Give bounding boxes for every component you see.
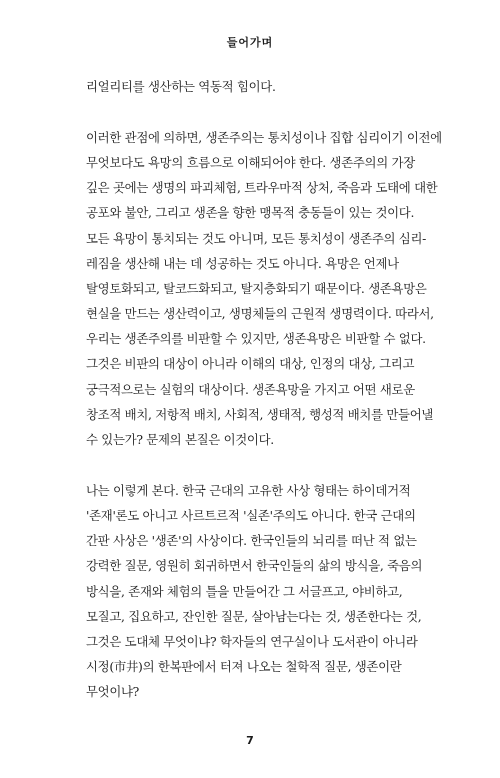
page-number: 7 (246, 734, 254, 747)
text-line: 모질고, 집요하고, 잔인한 질문, 살아남는다는 것, 생존한다는 것, (86, 608, 422, 624)
text-line: 수 있는가? 문제의 본질은 이것이다. (86, 432, 274, 448)
text-line: 레짐을 생산해 내는 데 성공하는 것도 아니다. 욕망은 언제나 (86, 255, 399, 271)
text-line: 창조적 배치, 저항적 배치, 사회적, 생태적, 행성적 배치를 만들어낼 (86, 406, 434, 422)
text-line: 궁극적으로는 실험의 대상이다. 생존욕망을 가지고 어떤 새로운 (86, 381, 415, 397)
text-line: 무엇이냐? (86, 684, 140, 700)
text-line: 강력한 질문, 영원히 회귀하면서 한국인들의 삶의 방식을, 죽음의 (86, 558, 423, 574)
body-text (86, 74, 442, 705)
paragraph-2 (86, 125, 442, 452)
text-line: 시정(市井)의 한복판에서 터져 나오는 철학적 질문, 생존이란 (86, 659, 402, 675)
text-line: 현실을 만드는 생산력이고, 생명체들의 근원적 생명력이다. 따라서, (86, 306, 434, 322)
text-line: 그것은 도대체 무엇이냐? 학자들의 연구실이나 도서관이 아니라 (86, 633, 418, 649)
text-line: 공포와 불안, 그리고 생존을 향한 맹목적 충동들이 있는 것이다. (86, 205, 415, 221)
paragraph-3 (86, 478, 426, 705)
paragraph-1 (86, 74, 426, 99)
text-line: 깊은 곳에는 생명의 파괴체험, 트라우마적 상처, 죽음과 도태에 대한 (86, 180, 438, 196)
text-line: 간판 사상은 '생존'의 사상이다. 한국인들의 뇌리를 떠난 적 없는 (86, 533, 417, 549)
text-line: 그것은 비판의 대상이 아니라 이해의 대상, 인정의 대상, 그리고 (86, 356, 415, 372)
text-line: 우리는 생존주의를 비판할 수 있지만, 생존욕망은 비판할 수 없다. (86, 331, 426, 347)
text-line: '존재'론도 아니고 사르트르적 '실존'주의도 아니다. 한국 근대의 (86, 508, 416, 523)
text-line: 이러한 관점에 의하면, 생존주의는 통치성이나 집합 심리이기 이전에 (86, 129, 442, 145)
text-line: 무엇보다도 욕망의 흐름으로 이해되어야 한다. 생존주의의 가장 (86, 154, 415, 170)
text-line: 모든 욕망이 통치되는 것도 아니며, 모든 통치성이 생존주의 심리- (86, 230, 427, 246)
text-line: 탈영토화되고, 탈코드화되고, 탈지층화되기 때문이다. 생존욕망은 (86, 280, 427, 296)
text-line: 방식을, 존재와 체험의 틀을 만들어간 그 서글프고, 야비하고, (86, 583, 403, 599)
running-header: 들어가며 (226, 36, 274, 49)
text-line: 나는 이렇게 본다. 한국 근대의 고유한 사상 형태는 하이데거적 (86, 482, 411, 498)
text-line: 리얼리티를 생산하는 역동적 힘이다. (86, 79, 276, 94)
